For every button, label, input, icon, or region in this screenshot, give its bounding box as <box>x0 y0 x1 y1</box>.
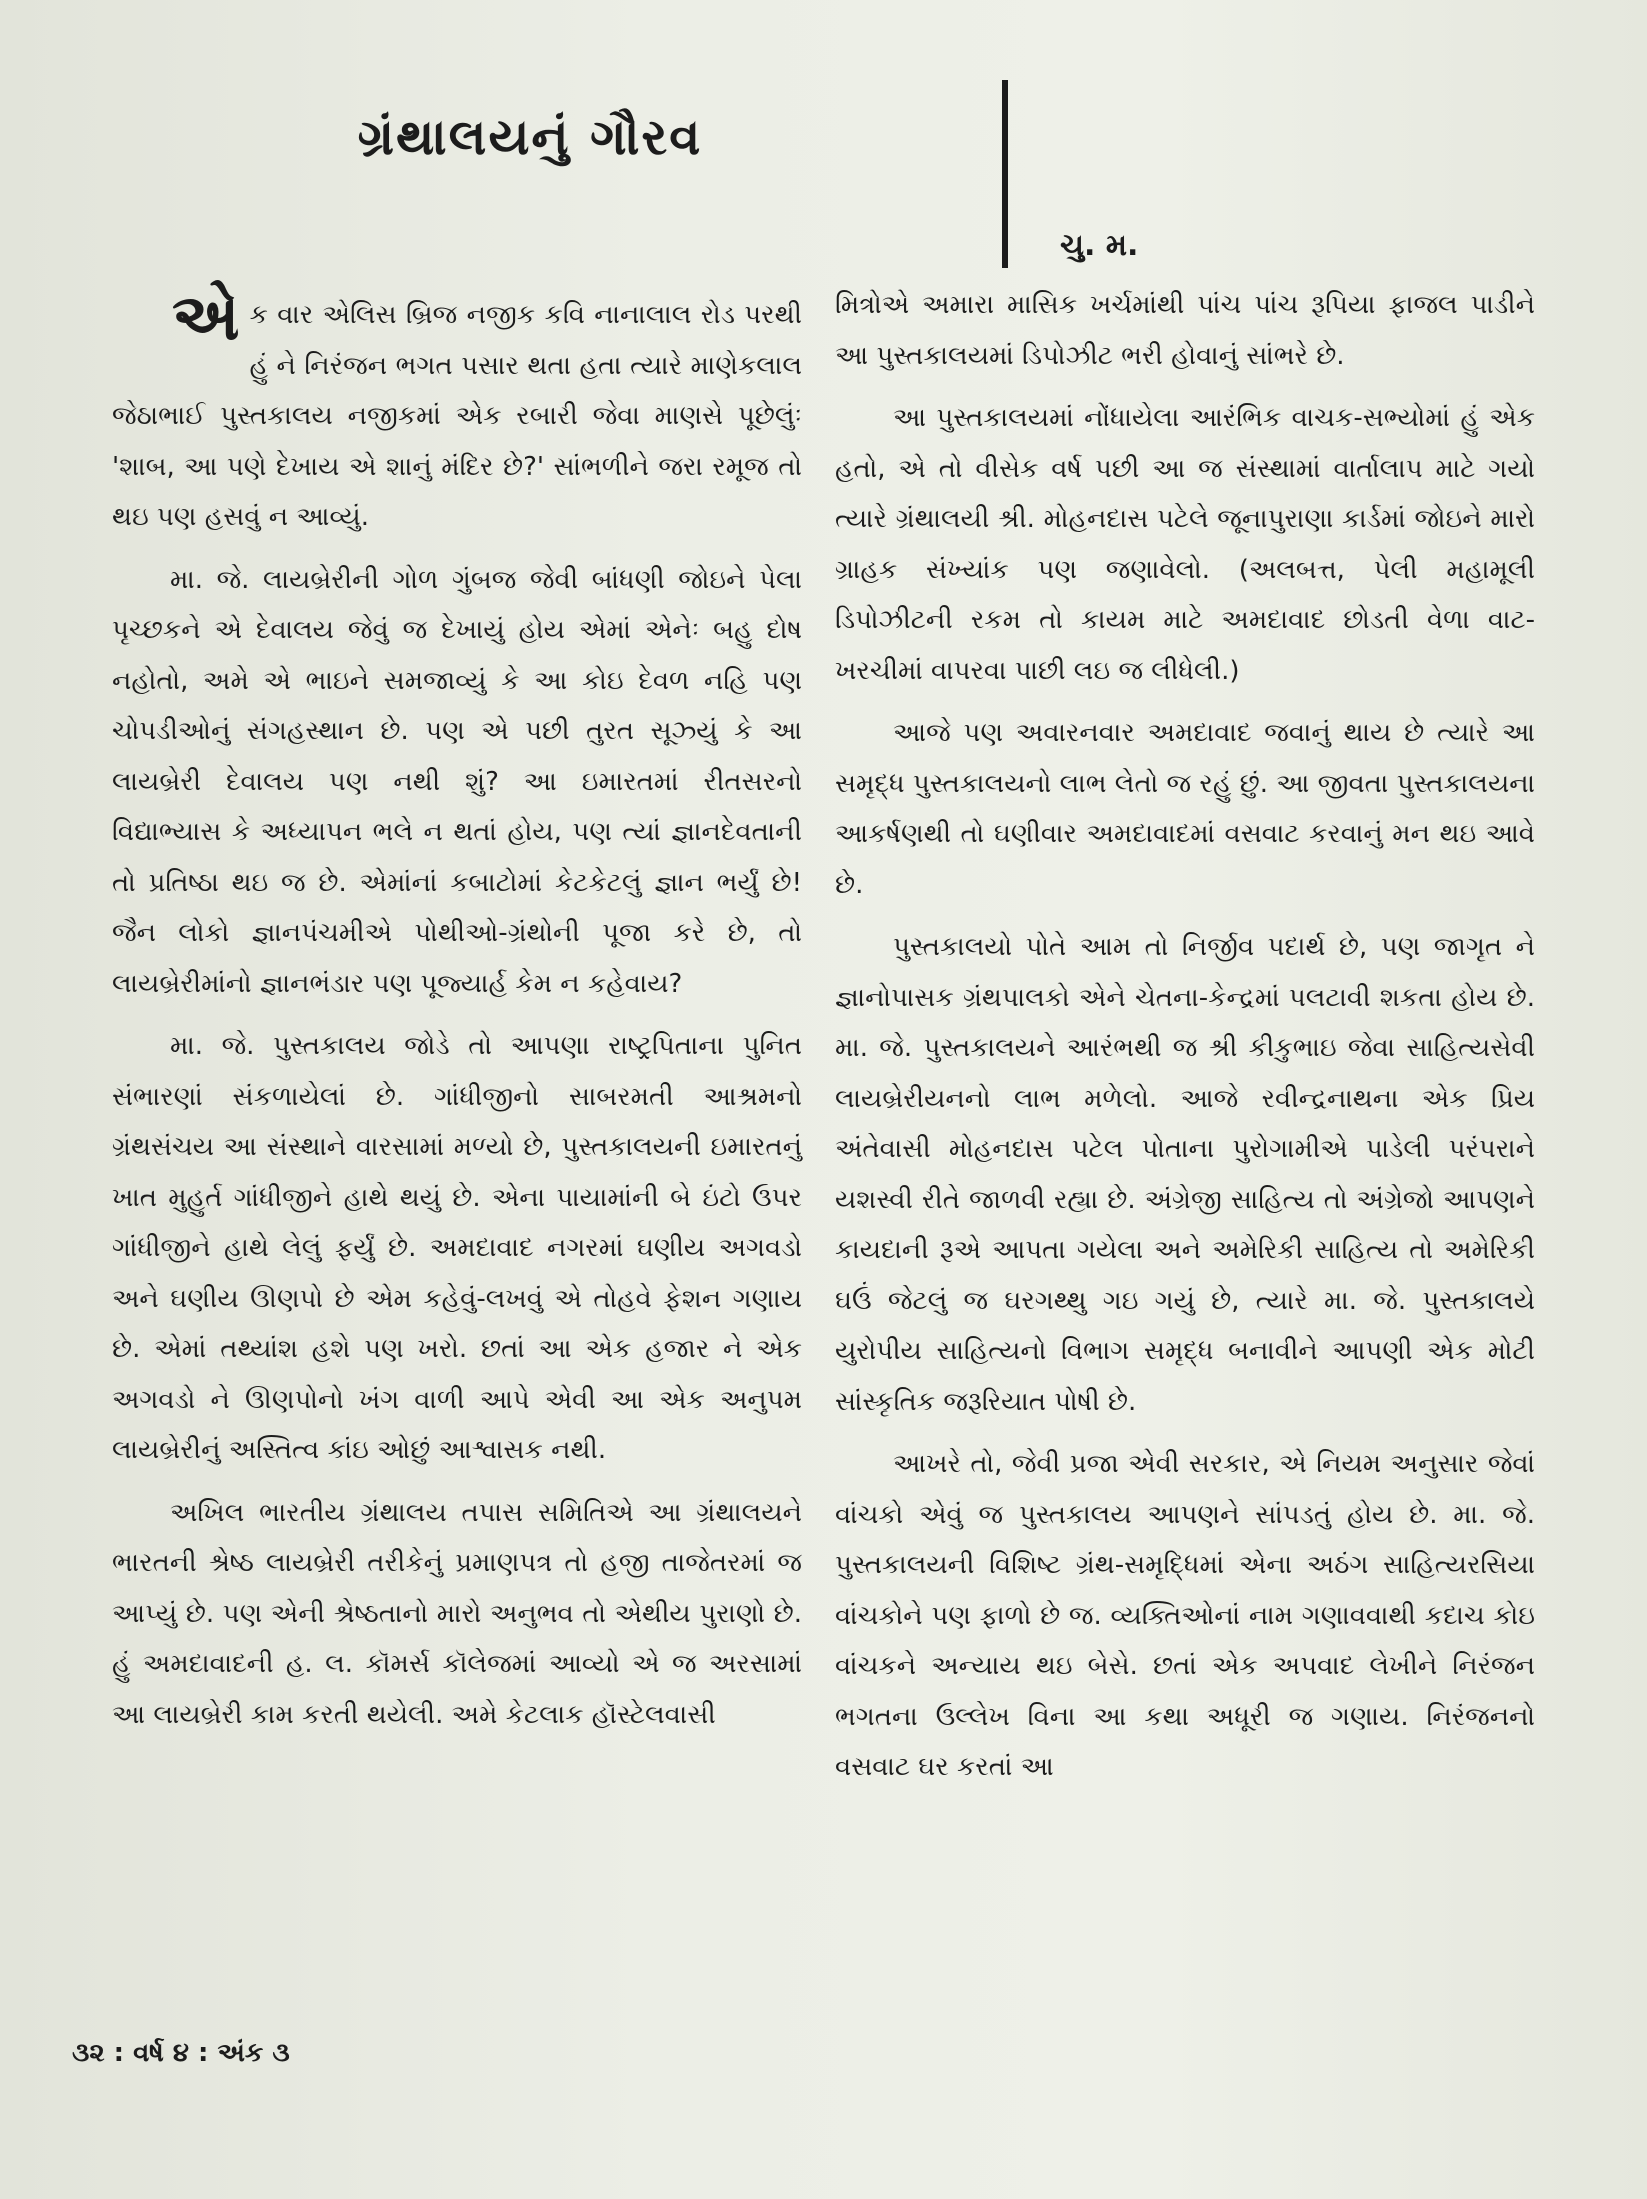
author-byline: ચુ. મ. <box>1060 228 1139 263</box>
title-divider <box>1002 80 1008 268</box>
article-title: ગ્રંથાલયનું ગૌરવ <box>357 108 703 166</box>
paragraph: અખિલ ભારતીય ગ્રંથાલય તપાસ સમિતિએ આ ગ્રંથાલયને ભારતની શ્રેષ્ઠ લાયબ્રેરી તરીકેનું પ્રમાણપત્ર તો હજી તાજેતરમાં જ આપ્યું છે. પણ એની શ્રેષ્ઠતાનો મારો અનુભવ તો એથીય પુરાણો છે. હું અમદાવાદની હ. લ. કૉમર્સ કૉલેજમાં આવ્યો એ જ અરસામાં આ લાયબ્રેરી કામ કરતી થયેલી. અમે કેટલાક હૉસ્ટેલવાસી <box>112 1497 802 1730</box>
paragraph: આજે પણ અવારનવાર અમદાવાદ જવાનું થાય છે ત્યારે આ સમૃદ્ધ પુસ્તકાલયનો લાભ લેતો જ રહું છું. આ જીવતા પુસ્તકાલયના આકર્ષણથી તો ઘણીવાર અમદાવાદમાં વસવાટ કરવાનું મન થઇ આવે છે. <box>835 718 1535 900</box>
paragraph: મા. જે. પુસ્તકાલય જોડે તો આપણા રાષ્ટ્રપિતાના પુનિત સંભારણાં સંકળાયેલાં છે. ગાંધીજીનો સાબરમતી આશ્રમનો ગ્રંથસંચય આ સંસ્થાને વારસામાં મળ્યો છે, પુસ્તકાલયની ઇમારતનું ખાત મુહુર્ત ગાંધીજીને હાથે થયું છે. એના પાયામાંની બે ઇંટો ઉપર ગાંધીજીને હાથે લેલું ફર્યું છે. અમદાવાદ નગરમાં ઘણીય અગવડો અને ઘણીય ઊણપો છે એમ કહેવું-લખવું એ તોહવે ફેશન ગણાય છે. એમાં તથ્યાંશ હશે પણ ખરો. છતાં આ એક હજાર ને એક અગવડો ને ઊણપોનો ખંગ વાળી આપે એવી આ એક અનુપમ લાયબ્રેરીનું અસ્તિત્વ કાંઇ ઓછું આશ્વાસક નથી. <box>112 1031 802 1465</box>
paragraph: આખરે તો, જેવી પ્રજા એવી સરકાર, એ નિયમ અનુસાર જેવાં વાંચકો એવું જ પુસ્તકાલય આપણને સાંપડતું હોય છે. મા. જે. પુસ્તકાલયની વિશિષ્ટ ગ્રંથ-સમૃદ્ધિમાં એના અઠંગ સાહિત્યરસિયા વાંચકોને પણ ફાળો છે જ. વ્યક્તિઓનાં નામ ગણાવવાથી કદાચ કોઇ વાંચકને અન્યાય થઇ બેસે. છતાં એક અપવાદ લેખીને નિરંજન ભગતના ઉલ્લેખ વિના આ કથા અધૂરી જ ગણાય. નિરંજનનો વસવાટ ઘર કરતાં આ <box>835 1449 1535 1782</box>
paragraph: આ પુસ્તકાલયમાં નોંધાયેલા આરંભિક વાચક-સભ્યોમાં હું એક હતો, એ તો વીસેક વર્ષ પછી આ જ સંસ્થામાં વાર્તાલાપ માટે ગયો ત્યારે ગ્રંથાલયી શ્રી. મોહનદાસ પટેલે જૂનાપુરાણા કાર્ડમાં જોઇને મારો ગ્રાહક સંખ્યાંક પણ જણાવેલો. (અલબત્ત, પેલી મહામૂલી ડિપોઝીટની રકમ તો કાયમ માટે અમદાવાદ છોડતી વેળા વાટ-ખરચીમાં વાપરવા પાછી લઇ જ લીધેલી.) <box>835 403 1535 686</box>
right-column <box>835 280 1535 1793</box>
left-column <box>112 281 802 1740</box>
paragraph: મા. જે. લાયબ્રેરીની ગોળ ગુંબજ જેવી બાંધણી જોઇને પેલા પૃચ્છકને એ દેવાલય જેવું જ દેખાયું હોય એમાં એનેઃ બહુ દોષ નહોતો, અમે એ ભાઇને સમજાવ્યું કે આ કોઇ દેવળ નહિ પણ ચોપડીઓનું સંગહસ્થાન છે. પણ એ પછી તુરત સૂઝ્યું કે આ લાયબ્રેરી દેવાલય પણ નથી શું? આ ઇમારતમાં રીતસરનો વિદ્યાભ્યાસ કે અધ્યાપન ભલે ન થતાં હોય, પણ ત્યાં જ્ઞાનદેવતાની તો પ્રતિષ્ઠા થઇ જ છે. એમાંનાં કબાટોમાં કેટકેટલું જ્ઞાન ભર્યું છે! જૈન લોકો જ્ઞાનપંચમીએ પોથીઓ-ગ્રંથોની પૂજા કરે છે, તો લાયબ્રેરીમાંનો જ્ઞાનભંડાર પણ પૂજ્યાર્હ કેમ ન કહેવાય? <box>112 564 802 999</box>
paragraph <box>112 281 802 543</box>
paragraph: પુસ્તકાલયો પોતે આમ તો નિર્જીવ પદાર્થ છે, પણ જાગૃત ને જ્ઞાનોપાસક ગ્રંથપાલકો એને ચેતના-કેન્દ્રમાં પલટાવી શકતા હોય છે. મા. જે. પુસ્તકાલયને આરંભથી જ શ્રી કીકુભાઇ જેવા સાહિત્યસેવી લાયબ્રેરીયનનો લાભ મળેલો. આજે રવીન્દ્રનાથના એક પ્રિય અંતેવાસી મોહનદાસ પટેલ પોતાના પુરોગામીએ પાડેલી પરંપરાને યશસ્વી રીતે જાળવી રહ્યા છે. અંગ્રેજી સાહિત્ય તો અંગ્રેજો આપણને કાયદાની રૂએ આપતા ગયેલા અને અમેરિકી સાહિત્ય તો અમેરિકી ઘઉં જેટલું જ ઘરગથ્થુ ગઇ ગયું છે, ત્યારે મા. જે. પુસ્તકાલયે યુરોપીય સાહિત્યનો વિભાગ સમૃદ્ધ બનાવીને આપણી એક મોટી સાંસ્કૃતિક જરૂરિયાત પોષી છે. <box>835 932 1535 1417</box>
drop-cap: એ <box>172 281 240 355</box>
paragraph: મિત્રોએ અમારા માસિક ખર્ચમાંથી પાંચ પાંચ રૂપિયા ફાજલ પાડીને આ પુસ્તકાલયમાં ડિપોઝીટ ભરી હોવાનું સાંભરે છે. <box>835 290 1535 371</box>
page-folio: ૩૨ : વર્ષ ૪ : અંક ૩ <box>72 2038 290 2068</box>
paragraph-text: ક વાર એલિસ બ્રિજ નજીક કવિ નાનાલાલ રોડ પરથી હું ને નિરંજન ભગત પસાર થતા હતા ત્યારે માણેકલાલ જેઠાભાઈ પુસ્તકાલય નજીકમાં એક રબારી જેવા માણસે પૂછેલુંઃ 'શાબ, આ પણે દેખાય એ શાનું મંદિર છે?' સાંભળીને જરા રમૂજ તો થઇ પણ હસવું ન આવ્યું. <box>112 300 802 532</box>
